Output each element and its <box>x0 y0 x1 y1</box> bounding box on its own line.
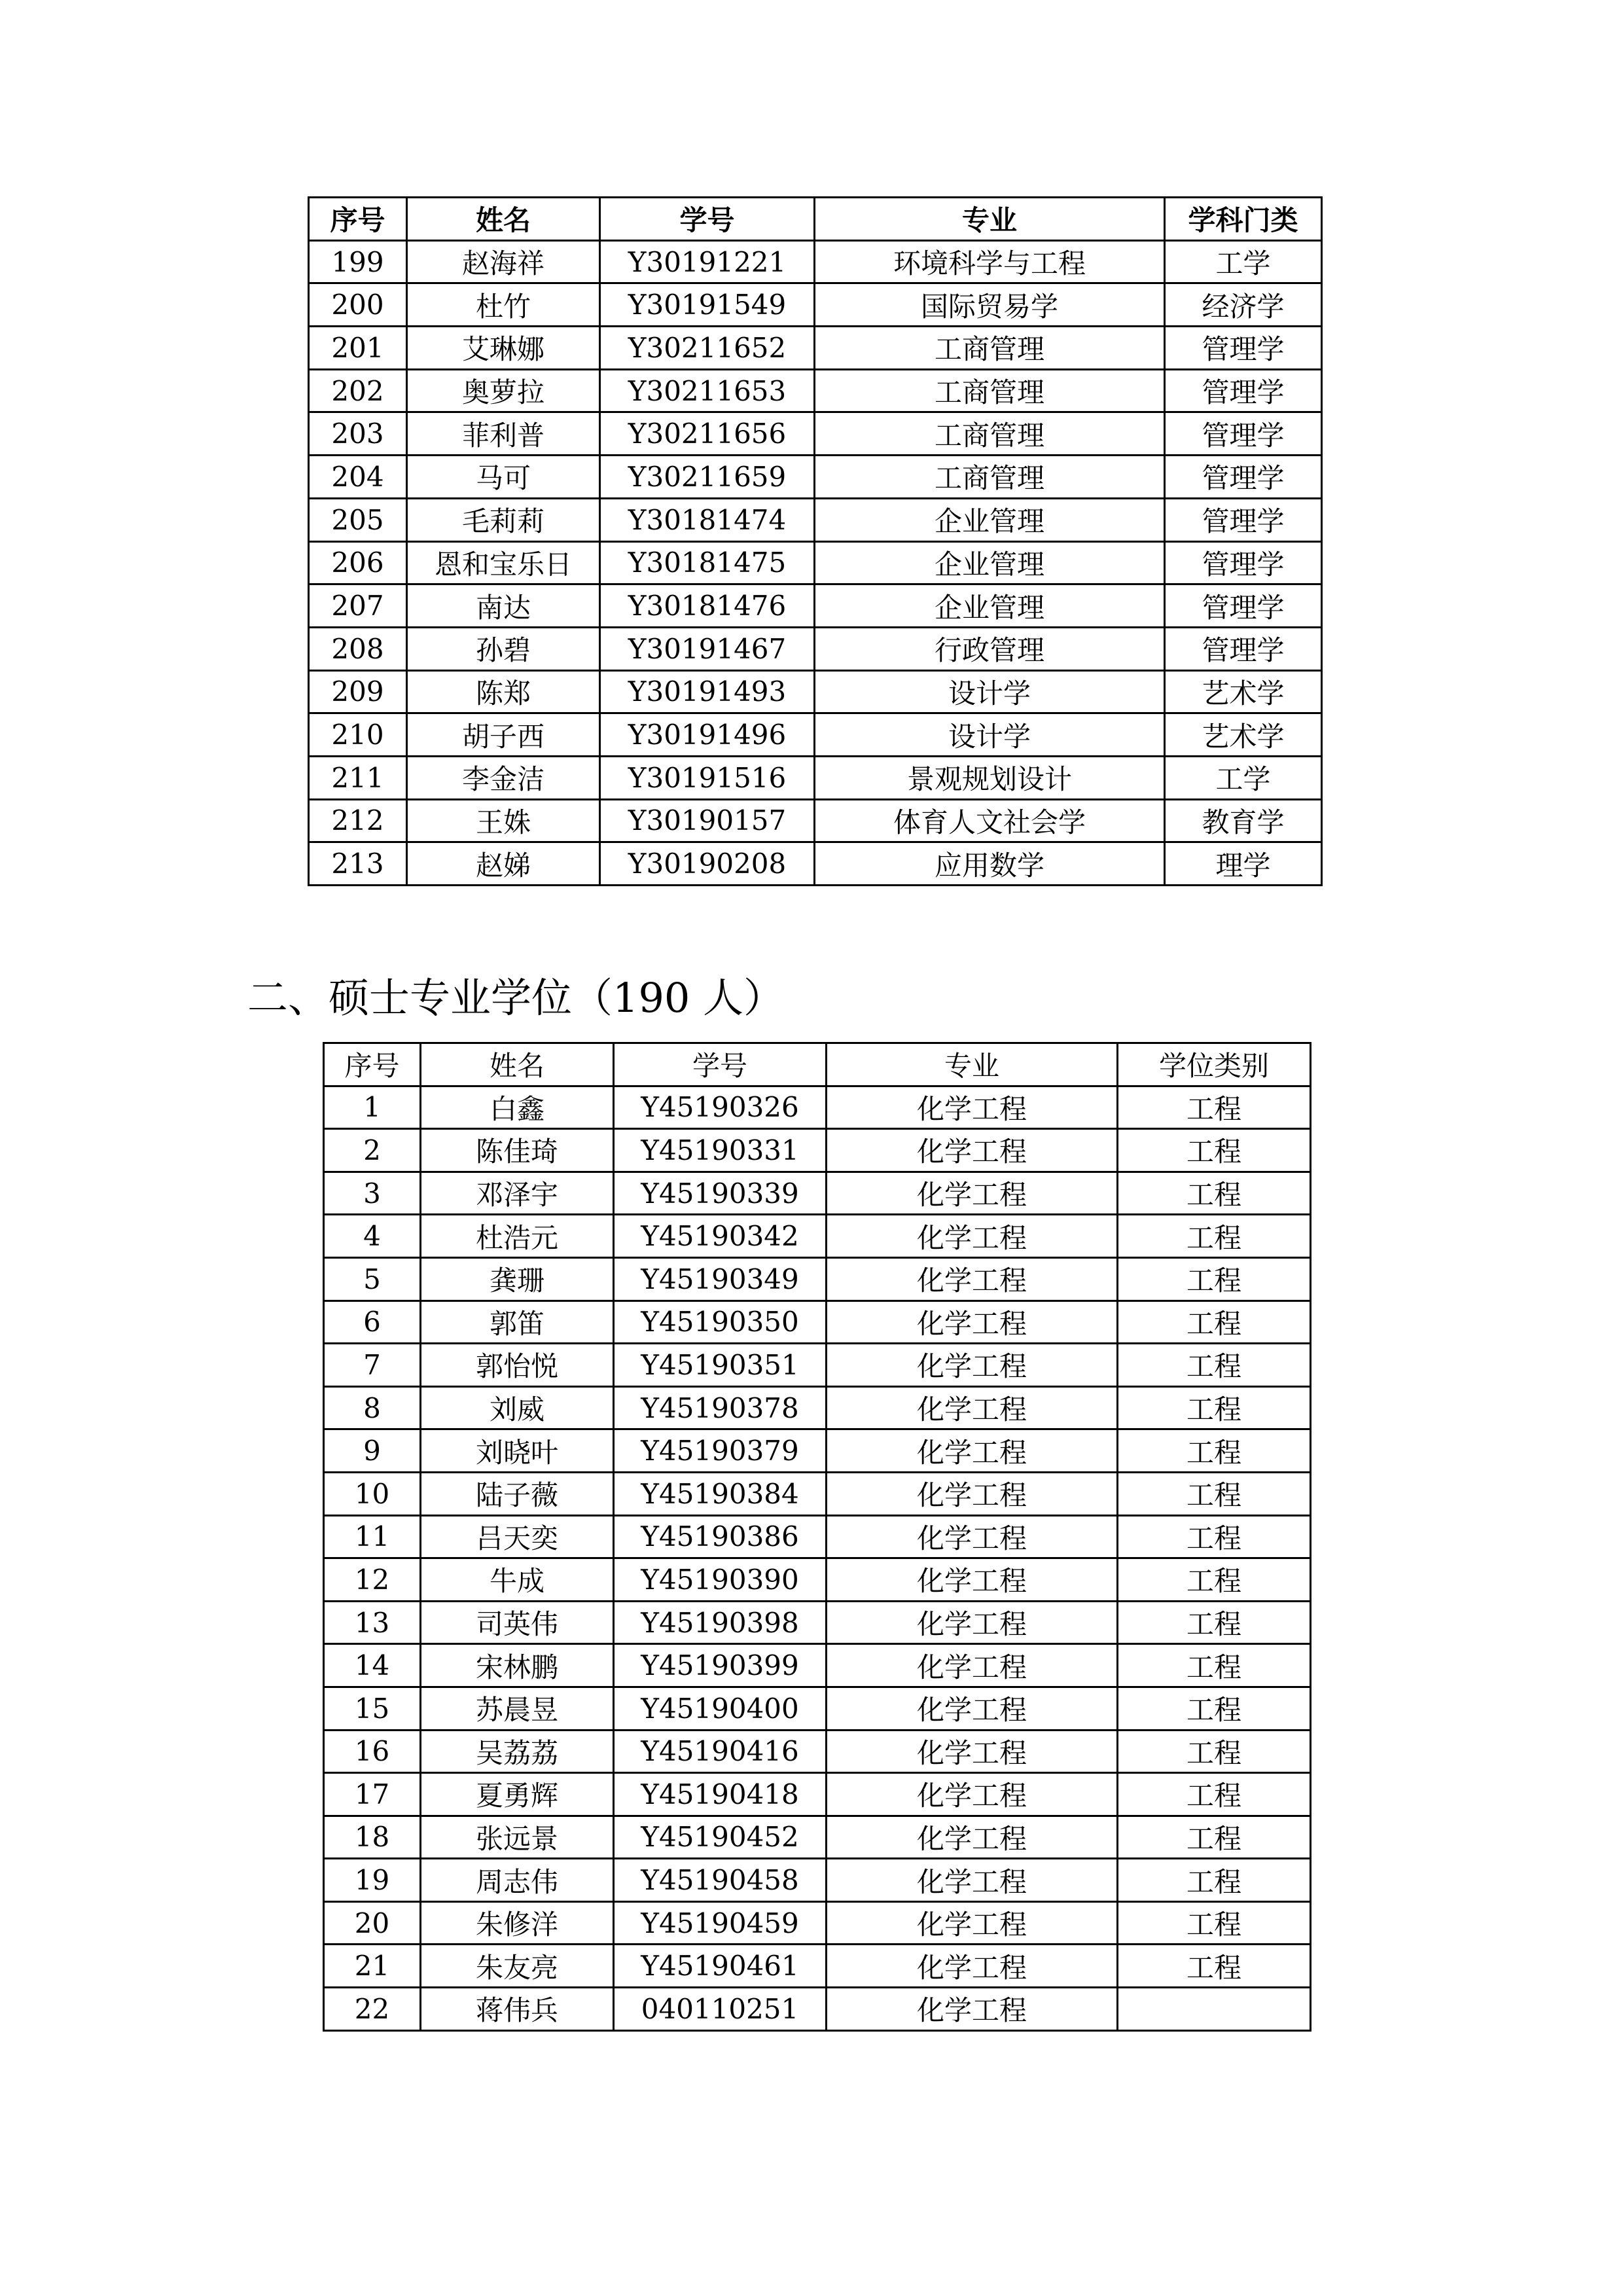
cell-index: 203 <box>309 412 407 456</box>
cell-name: 朱修洋 <box>421 1901 614 1945</box>
cell-major: 化学工程 <box>827 1859 1118 1902</box>
cell-student-id: Y45190400 <box>614 1687 827 1730</box>
cell-major: 化学工程 <box>827 1257 1118 1300</box>
cell-student-id: Y45190351 <box>614 1344 827 1387</box>
cell-major: 企业管理 <box>815 584 1165 628</box>
cell-student-id: Y45190418 <box>614 1773 827 1816</box>
table-row <box>324 1129 1311 1172</box>
table-row <box>309 670 1322 713</box>
cell-name: 恩和宝乐日 <box>407 541 600 584</box>
cell-name: 陈郑 <box>407 670 600 713</box>
cell-major: 化学工程 <box>827 1472 1118 1515</box>
cell-name: 孙碧 <box>407 627 600 670</box>
cell-name: 蒋伟兵 <box>421 1988 614 2031</box>
cell-index: 207 <box>309 584 407 628</box>
cell-name: 郭笛 <box>421 1300 614 1344</box>
cell-student-id: Y45190339 <box>614 1172 827 1215</box>
cell-student-id: Y30191467 <box>600 627 815 670</box>
table-row <box>324 1816 1311 1859</box>
table-row <box>309 799 1322 842</box>
header-name: 姓名 <box>407 198 600 241</box>
cell-name: 毛莉莉 <box>407 498 600 541</box>
cell-category: 工程 <box>1118 1773 1311 1816</box>
cell-index: 200 <box>309 283 407 327</box>
cell-category: 艺术学 <box>1165 713 1322 757</box>
cell-category: 工程 <box>1118 1344 1311 1387</box>
cell-category: 工学 <box>1165 756 1322 799</box>
table-row <box>309 283 1322 327</box>
cell-category: 理学 <box>1165 842 1322 886</box>
cell-category <box>1118 1988 1311 2031</box>
cell-major: 应用数学 <box>815 842 1165 886</box>
cell-student-id: Y45190378 <box>614 1386 827 1429</box>
cell-name: 奥萝拉 <box>407 369 600 412</box>
cell-major: 设计学 <box>815 713 1165 757</box>
table-row <box>324 1601 1311 1644</box>
cell-index: 22 <box>324 1988 421 2031</box>
table-row <box>309 240 1322 283</box>
table-row <box>324 1257 1311 1300</box>
table-row <box>324 1344 1311 1387</box>
cell-student-id: Y30190157 <box>600 799 815 842</box>
cell-major: 企业管理 <box>815 498 1165 541</box>
cell-student-id: Y45190452 <box>614 1816 827 1859</box>
cell-index: 19 <box>324 1859 421 1902</box>
cell-name: 马可 <box>407 456 600 499</box>
doctoral-list-table <box>308 196 1323 886</box>
cell-category: 工程 <box>1118 1730 1311 1773</box>
table-row <box>324 1773 1311 1816</box>
cell-category: 经济学 <box>1165 283 1322 327</box>
cell-student-id: Y45190326 <box>614 1086 827 1129</box>
table-row <box>309 842 1322 886</box>
cell-name: 南达 <box>407 584 600 628</box>
cell-student-id: Y30191549 <box>600 283 815 327</box>
cell-index: 204 <box>309 456 407 499</box>
cell-major: 环境科学与工程 <box>815 240 1165 283</box>
table-header-row <box>309 198 1322 241</box>
cell-major: 企业管理 <box>815 541 1165 584</box>
cell-student-id: Y45190399 <box>614 1644 827 1687</box>
cell-category: 工程 <box>1118 1515 1311 1558</box>
cell-index: 20 <box>324 1901 421 1945</box>
cell-major: 化学工程 <box>827 1386 1118 1429</box>
cell-name: 邓泽宇 <box>421 1172 614 1215</box>
cell-major: 化学工程 <box>827 1215 1118 1258</box>
cell-major: 工商管理 <box>815 327 1165 370</box>
cell-category: 工程 <box>1118 1300 1311 1344</box>
table-row <box>324 1730 1311 1773</box>
table-row <box>324 1859 1311 1902</box>
cell-name: 白鑫 <box>421 1086 614 1129</box>
cell-major: 化学工程 <box>827 1988 1118 2031</box>
table-row <box>324 1172 1311 1215</box>
cell-student-id: Y45190379 <box>614 1429 827 1473</box>
cell-student-id: Y45190331 <box>614 1129 827 1172</box>
cell-student-id: Y45190384 <box>614 1472 827 1515</box>
cell-name: 李金洁 <box>407 756 600 799</box>
cell-student-id: Y30211652 <box>600 327 815 370</box>
cell-major: 行政管理 <box>815 627 1165 670</box>
header-discipline: 学科门类 <box>1165 198 1322 241</box>
table-row <box>309 456 1322 499</box>
cell-student-id: Y45190350 <box>614 1300 827 1344</box>
cell-index: 12 <box>324 1558 421 1602</box>
cell-name: 吕天奕 <box>421 1515 614 1558</box>
table-row <box>324 1687 1311 1730</box>
table-row <box>309 756 1322 799</box>
cell-category: 工程 <box>1118 1386 1311 1429</box>
cell-category: 管理学 <box>1165 369 1322 412</box>
cell-index: 16 <box>324 1730 421 1773</box>
cell-category: 工程 <box>1118 1558 1311 1602</box>
cell-category: 艺术学 <box>1165 670 1322 713</box>
cell-index: 210 <box>309 713 407 757</box>
table-row <box>309 412 1322 456</box>
cell-index: 13 <box>324 1601 421 1644</box>
cell-major: 化学工程 <box>827 1086 1118 1129</box>
cell-index: 8 <box>324 1386 421 1429</box>
cell-student-id: 040110251 <box>614 1988 827 2031</box>
cell-major: 化学工程 <box>827 1687 1118 1730</box>
table-row <box>324 1215 1311 1258</box>
table-row <box>309 627 1322 670</box>
cell-category: 管理学 <box>1165 584 1322 628</box>
cell-category: 管理学 <box>1165 327 1322 370</box>
cell-category: 工程 <box>1118 1129 1311 1172</box>
cell-student-id: Y45190398 <box>614 1601 827 1644</box>
cell-student-id: Y30181474 <box>600 498 815 541</box>
cell-index: 9 <box>324 1429 421 1473</box>
cell-index: 6 <box>324 1300 421 1344</box>
cell-category: 工程 <box>1118 1816 1311 1859</box>
cell-index: 5 <box>324 1257 421 1300</box>
cell-student-id: Y30211656 <box>600 412 815 456</box>
cell-student-id: Y45190349 <box>614 1257 827 1300</box>
table-row <box>324 1644 1311 1687</box>
table-row <box>309 498 1322 541</box>
cell-student-id: Y45190416 <box>614 1730 827 1773</box>
table-row <box>309 327 1322 370</box>
cell-category: 工程 <box>1118 1601 1311 1644</box>
header-major: 专业 <box>815 198 1165 241</box>
cell-name: 刘威 <box>421 1386 614 1429</box>
cell-major: 化学工程 <box>827 1901 1118 1945</box>
table-body <box>324 1086 1311 2030</box>
header-student-id: 学号 <box>600 198 815 241</box>
cell-name: 苏晨昱 <box>421 1687 614 1730</box>
cell-index: 211 <box>309 756 407 799</box>
cell-major: 化学工程 <box>827 1945 1118 1988</box>
cell-student-id: Y30191516 <box>600 756 815 799</box>
cell-major: 化学工程 <box>827 1816 1118 1859</box>
cell-category: 工程 <box>1118 1859 1311 1902</box>
cell-index: 3 <box>324 1172 421 1215</box>
cell-index: 2 <box>324 1129 421 1172</box>
cell-name: 杜浩元 <box>421 1215 614 1258</box>
cell-student-id: Y45190461 <box>614 1945 827 1988</box>
table-row <box>309 541 1322 584</box>
cell-category: 工程 <box>1118 1172 1311 1215</box>
table-row <box>324 1472 1311 1515</box>
cell-index: 7 <box>324 1344 421 1387</box>
cell-major: 景观规划设计 <box>815 756 1165 799</box>
cell-name: 牛成 <box>421 1558 614 1602</box>
cell-name: 菲利普 <box>407 412 600 456</box>
cell-category: 工程 <box>1118 1472 1311 1515</box>
cell-category: 教育学 <box>1165 799 1322 842</box>
cell-student-id: Y30191493 <box>600 670 815 713</box>
cell-major: 工商管理 <box>815 369 1165 412</box>
cell-category: 管理学 <box>1165 541 1322 584</box>
cell-index: 14 <box>324 1644 421 1687</box>
table-row <box>309 584 1322 628</box>
cell-category: 工学 <box>1165 240 1322 283</box>
cell-major: 化学工程 <box>827 1773 1118 1816</box>
cell-index: 199 <box>309 240 407 283</box>
cell-name: 赵海祥 <box>407 240 600 283</box>
cell-index: 21 <box>324 1945 421 1988</box>
cell-name: 张远景 <box>421 1816 614 1859</box>
cell-name: 夏勇辉 <box>421 1773 614 1816</box>
cell-major: 体育人文社会学 <box>815 799 1165 842</box>
table-row <box>309 369 1322 412</box>
cell-major: 化学工程 <box>827 1601 1118 1644</box>
table-row <box>324 1558 1311 1602</box>
table-row <box>324 1988 1311 2031</box>
header-index: 序号 <box>309 198 407 241</box>
cell-category: 工程 <box>1118 1429 1311 1473</box>
cell-student-id: Y30211659 <box>600 456 815 499</box>
cell-index: 208 <box>309 627 407 670</box>
cell-index: 205 <box>309 498 407 541</box>
cell-name: 艾琳娜 <box>407 327 600 370</box>
cell-name: 刘晓叶 <box>421 1429 614 1473</box>
header-student-id: 学号 <box>614 1043 827 1086</box>
cell-category: 工程 <box>1118 1215 1311 1258</box>
cell-major: 化学工程 <box>827 1172 1118 1215</box>
cell-major: 工商管理 <box>815 456 1165 499</box>
table-header-row <box>324 1043 1311 1086</box>
cell-name: 龚珊 <box>421 1257 614 1300</box>
cell-category: 工程 <box>1118 1687 1311 1730</box>
cell-index: 202 <box>309 369 407 412</box>
table-body <box>309 240 1322 885</box>
cell-student-id: Y30191496 <box>600 713 815 757</box>
cell-student-id: Y30181476 <box>600 584 815 628</box>
cell-name: 杜竹 <box>407 283 600 327</box>
cell-index: 201 <box>309 327 407 370</box>
cell-name: 陈佳琦 <box>421 1129 614 1172</box>
cell-major: 化学工程 <box>827 1429 1118 1473</box>
header-major: 专业 <box>827 1043 1118 1086</box>
cell-name: 陆子薇 <box>421 1472 614 1515</box>
cell-name: 吴荔荔 <box>421 1730 614 1773</box>
cell-name: 周志伟 <box>421 1859 614 1902</box>
cell-student-id: Y30211653 <box>600 369 815 412</box>
cell-name: 司英伟 <box>421 1601 614 1644</box>
table-row <box>324 1945 1311 1988</box>
cell-index: 11 <box>324 1515 421 1558</box>
cell-major: 工商管理 <box>815 412 1165 456</box>
cell-category: 工程 <box>1118 1257 1311 1300</box>
cell-index: 4 <box>324 1215 421 1258</box>
cell-student-id: Y45190386 <box>614 1515 827 1558</box>
cell-name: 朱友亮 <box>421 1945 614 1988</box>
table-row <box>324 1901 1311 1945</box>
cell-major: 化学工程 <box>827 1515 1118 1558</box>
cell-index: 209 <box>309 670 407 713</box>
cell-student-id: Y45190458 <box>614 1859 827 1902</box>
cell-major: 化学工程 <box>827 1129 1118 1172</box>
cell-category: 工程 <box>1118 1945 1311 1988</box>
table-row <box>324 1300 1311 1344</box>
cell-index: 15 <box>324 1687 421 1730</box>
table-row <box>309 713 1322 757</box>
cell-student-id: Y45190390 <box>614 1558 827 1602</box>
cell-student-id: Y30191221 <box>600 240 815 283</box>
cell-major: 化学工程 <box>827 1644 1118 1687</box>
professional-degree-table <box>323 1042 1311 2032</box>
table-row <box>324 1515 1311 1558</box>
cell-category: 工程 <box>1118 1644 1311 1687</box>
cell-major: 设计学 <box>815 670 1165 713</box>
cell-student-id: Y45190342 <box>614 1215 827 1258</box>
cell-category: 工程 <box>1118 1901 1311 1945</box>
cell-major: 化学工程 <box>827 1344 1118 1387</box>
header-index: 序号 <box>324 1043 421 1086</box>
cell-index: 18 <box>324 1816 421 1859</box>
cell-category: 管理学 <box>1165 627 1322 670</box>
cell-category: 管理学 <box>1165 456 1322 499</box>
cell-index: 213 <box>309 842 407 886</box>
cell-index: 1 <box>324 1086 421 1129</box>
table-row <box>324 1429 1311 1473</box>
cell-index: 206 <box>309 541 407 584</box>
cell-category: 管理学 <box>1165 412 1322 456</box>
cell-student-id: Y30181475 <box>600 541 815 584</box>
cell-index: 212 <box>309 799 407 842</box>
cell-major: 化学工程 <box>827 1730 1118 1773</box>
section-heading: 二、硕士专业学位（190 人） <box>247 974 785 1022</box>
cell-name: 赵娣 <box>407 842 600 886</box>
cell-student-id: Y45190459 <box>614 1901 827 1945</box>
cell-name: 宋林鹏 <box>421 1644 614 1687</box>
table-row <box>324 1386 1311 1429</box>
cell-category: 管理学 <box>1165 498 1322 541</box>
cell-name: 王姝 <box>407 799 600 842</box>
table-row <box>324 1086 1311 1129</box>
cell-student-id: Y30190208 <box>600 842 815 886</box>
cell-major: 国际贸易学 <box>815 283 1165 327</box>
cell-index: 10 <box>324 1472 421 1515</box>
cell-name: 胡子西 <box>407 713 600 757</box>
cell-major: 化学工程 <box>827 1558 1118 1602</box>
header-name: 姓名 <box>421 1043 614 1086</box>
cell-index: 17 <box>324 1773 421 1816</box>
cell-category: 工程 <box>1118 1086 1311 1129</box>
cell-major: 化学工程 <box>827 1300 1118 1344</box>
header-degree-category: 学位类别 <box>1118 1043 1311 1086</box>
cell-name: 郭怡悦 <box>421 1344 614 1387</box>
